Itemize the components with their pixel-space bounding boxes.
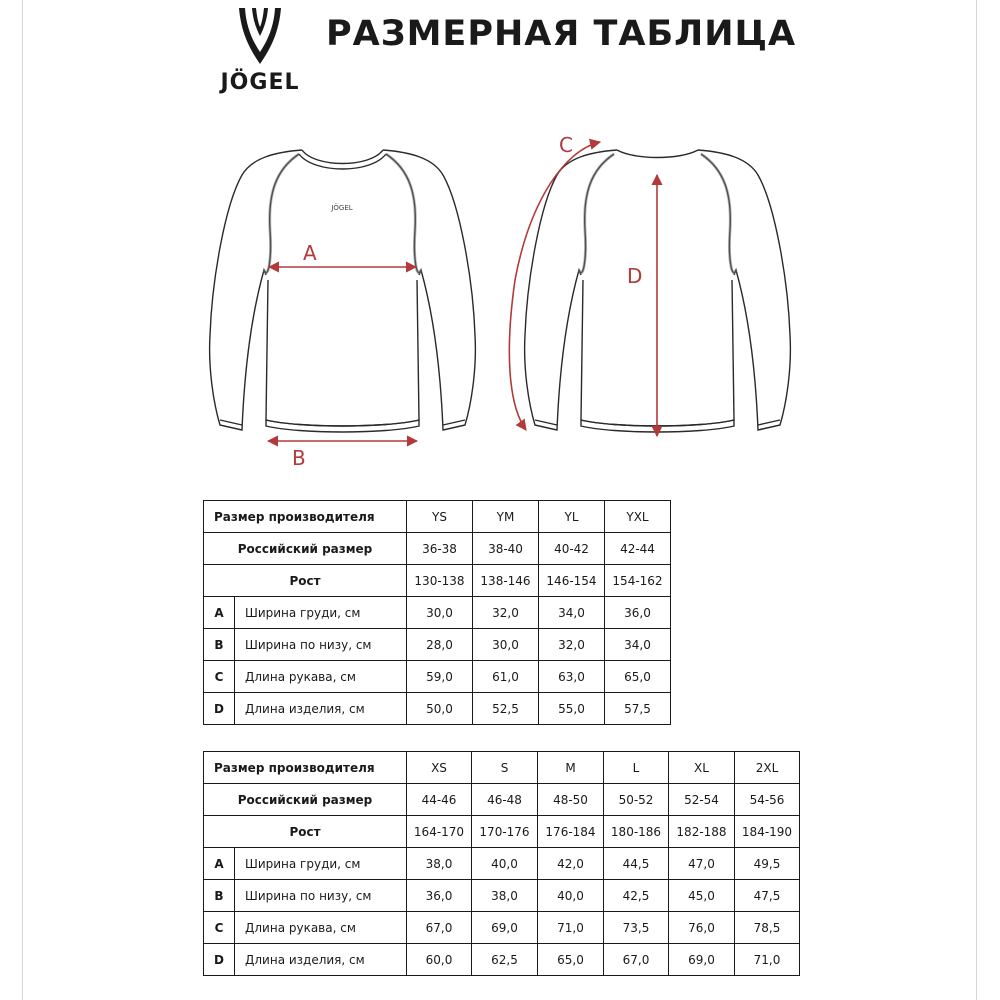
table-cell: 50,0 xyxy=(407,693,473,725)
sleeve-length-arrow xyxy=(509,142,600,430)
table-cell: 69,0 xyxy=(472,912,538,944)
hem-dimension-label: B xyxy=(292,446,306,470)
table-cell: 49,5 xyxy=(735,848,800,880)
table-row xyxy=(204,944,800,976)
table-cell: 62,5 xyxy=(472,944,538,976)
table-cell: 54-56 xyxy=(735,784,800,816)
table-cell: 47,5 xyxy=(735,880,800,912)
table-row xyxy=(204,565,671,597)
page-title: РАЗМЕРНАЯ ТАБЛИЦА xyxy=(326,14,797,54)
measurement-letter: A xyxy=(204,597,235,629)
brand-emblem-icon xyxy=(235,6,285,68)
measurement-letter: B xyxy=(204,880,235,912)
table-cell: 59,0 xyxy=(407,661,473,693)
measurement-label: Ширина по низу, см xyxy=(235,880,407,912)
table-cell: 63,0 xyxy=(539,661,605,693)
table-cell: 30,0 xyxy=(407,597,473,629)
height-label: Рост xyxy=(204,565,407,597)
table-cell: 44,5 xyxy=(604,848,669,880)
table-cell: 28,0 xyxy=(407,629,473,661)
height-label: Рост xyxy=(204,816,407,848)
table-header-label: Размер производителя xyxy=(204,501,407,533)
measurement-label: Ширина по низу, см xyxy=(235,629,407,661)
table-cell: 164-170 xyxy=(407,816,472,848)
table-cell: 32,0 xyxy=(473,597,539,629)
table-cell: 36,0 xyxy=(407,880,472,912)
measurement-letter: D xyxy=(204,944,235,976)
table-cell: 42,5 xyxy=(604,880,669,912)
table-cell: 71,0 xyxy=(735,944,800,976)
table-cell: 38-40 xyxy=(473,533,539,565)
table-row xyxy=(204,661,671,693)
table-cell: 36,0 xyxy=(605,597,671,629)
table-cell: 76,0 xyxy=(669,912,735,944)
table-cell: 78,5 xyxy=(735,912,800,944)
table-cell: 38,0 xyxy=(472,880,538,912)
table-row xyxy=(204,533,671,565)
size-cell: YS xyxy=(407,501,473,533)
brand-name: JÖGEL xyxy=(220,70,300,95)
table-row xyxy=(204,752,800,784)
table-cell: 61,0 xyxy=(473,661,539,693)
measurement-label: Длина рукава, см xyxy=(235,912,407,944)
table-cell: 138-146 xyxy=(473,565,539,597)
size-cell: YXL xyxy=(605,501,671,533)
table-cell: 38,0 xyxy=(407,848,472,880)
size-cell: YL xyxy=(539,501,605,533)
table-cell: 44-46 xyxy=(407,784,472,816)
table-cell: 36-38 xyxy=(407,533,473,565)
table-cell: 45,0 xyxy=(669,880,735,912)
size-table-adults xyxy=(203,751,800,976)
chest-dimension-label: A xyxy=(303,241,317,265)
measurement-letter: C xyxy=(204,661,235,693)
size-cell: YM xyxy=(473,501,539,533)
table-cell: 48-50 xyxy=(538,784,604,816)
table-cell: 40,0 xyxy=(472,848,538,880)
table-cell: 182-188 xyxy=(669,816,735,848)
table-cell: 30,0 xyxy=(473,629,539,661)
table-cell: 60,0 xyxy=(407,944,472,976)
size-table-kids xyxy=(203,500,671,725)
table-header-label: Размер производителя xyxy=(204,752,407,784)
size-cell: S xyxy=(472,752,538,784)
table-row xyxy=(204,693,671,725)
measurement-label: Длина изделия, см xyxy=(235,944,407,976)
table-cell: 42-44 xyxy=(605,533,671,565)
table-cell: 67,0 xyxy=(407,912,472,944)
brand-logo xyxy=(205,2,315,100)
measurement-letter: D xyxy=(204,693,235,725)
measurement-label: Длина изделия, см xyxy=(235,693,407,725)
table-cell: 52,5 xyxy=(473,693,539,725)
russian-size-label: Российский размер xyxy=(204,533,407,565)
measurement-letter: B xyxy=(204,629,235,661)
table-cell: 40,0 xyxy=(538,880,604,912)
table-cell: 34,0 xyxy=(539,597,605,629)
measurement-label: Ширина груди, см xyxy=(235,848,407,880)
table-cell: 57,5 xyxy=(605,693,671,725)
table-cell: 67,0 xyxy=(604,944,669,976)
table-cell: 170-176 xyxy=(472,816,538,848)
garment-diagram xyxy=(180,120,820,475)
table-cell: 50-52 xyxy=(604,784,669,816)
measurement-label: Ширина груди, см xyxy=(235,597,407,629)
table-row xyxy=(204,816,800,848)
table-cell: 40-42 xyxy=(539,533,605,565)
table-cell: 32,0 xyxy=(539,629,605,661)
table-cell: 65,0 xyxy=(538,944,604,976)
measurement-letter: A xyxy=(204,848,235,880)
table-cell: 130-138 xyxy=(407,565,473,597)
table-cell: 55,0 xyxy=(539,693,605,725)
size-cell: XS xyxy=(407,752,472,784)
table-row xyxy=(204,912,800,944)
table-cell: 184-190 xyxy=(735,816,800,848)
table-row xyxy=(204,501,671,533)
table-cell: 42,0 xyxy=(538,848,604,880)
size-cell: 2XL xyxy=(735,752,800,784)
table-cell: 176-184 xyxy=(538,816,604,848)
size-cell: M xyxy=(538,752,604,784)
table-cell: 34,0 xyxy=(605,629,671,661)
size-cell: XL xyxy=(669,752,735,784)
table-row xyxy=(204,597,671,629)
russian-size-label: Российский размер xyxy=(204,784,407,816)
shirt-logo-text: JÖGEL xyxy=(331,204,353,212)
table-row xyxy=(204,784,800,816)
table-cell: 47,0 xyxy=(669,848,735,880)
table-row xyxy=(204,629,671,661)
measurement-letter: C xyxy=(204,912,235,944)
measurement-label: Длина рукава, см xyxy=(235,661,407,693)
shirt-front xyxy=(210,150,476,432)
table-cell: 71,0 xyxy=(538,912,604,944)
size-cell: L xyxy=(604,752,669,784)
table-row xyxy=(204,848,800,880)
table-cell: 69,0 xyxy=(669,944,735,976)
length-dimension-label: D xyxy=(627,264,643,288)
table-cell: 154-162 xyxy=(605,565,671,597)
sleeve-dimension-label: C xyxy=(559,133,573,157)
table-row xyxy=(204,880,800,912)
table-cell: 65,0 xyxy=(605,661,671,693)
table-cell: 46-48 xyxy=(472,784,538,816)
table-cell: 52-54 xyxy=(669,784,735,816)
table-cell: 180-186 xyxy=(604,816,669,848)
table-cell: 73,5 xyxy=(604,912,669,944)
table-cell: 146-154 xyxy=(539,565,605,597)
